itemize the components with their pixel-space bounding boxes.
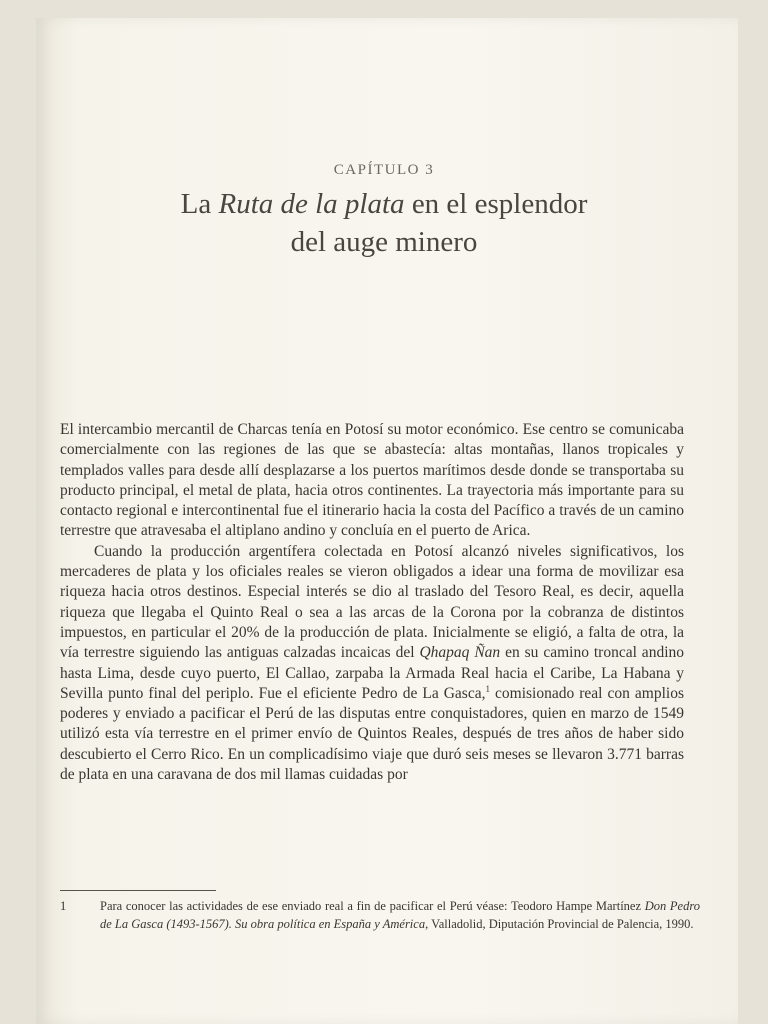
chapter-title-line-1 [0, 185, 768, 223]
chapter-label: CAPÍTULO 3 [333, 162, 435, 178]
footnote-reference: 1 [485, 683, 490, 694]
body-text [60, 420, 684, 785]
chapter-title-line-2: del auge minero [290, 226, 478, 258]
chapter-title-post: en el esplendor [404, 188, 588, 220]
paragraph-2-part-a: Cuando la producción argentífera colectada en Potosí alcanzó niveles significativos, los mercaderes de plata y los oficiales reales se vieron obligados a idear una forma de movilizar esa riqueza hacia otros destinos. Especial interés se dio al traslado del Tesoro Real, es decir, aquella riqueza que llegaba el Quinto Real o sea a las arcas de la Corona por la cobranza de distintos impuestos, en particular el 20% de la producción de plata. Inicialmente se eligió, a falta de otra, la vía terrestre siguiendo las antiguas calzadas incaicas del [60, 542, 684, 662]
footnote-text-b: , Valladolid, Diputación Provincial de Palencia, 1990. [425, 917, 694, 931]
footnote-text-a: Para conocer las actividades de ese enviado real a fin de pacificar el Perú véase: Teodoro Hampe Martínez [100, 899, 645, 913]
paragraph-2-part-b: en su camino troncal andino hasta Lima, desde cuyo puerto, El Callao, zarpaba la Armada Real hacia el Caribe, La Habana y Sevilla punto final del periplo. Fue el eficiente Pedro de La Gasca, [60, 644, 684, 702]
chapter-title-italic: Ruta de la plata [218, 188, 405, 220]
paragraph-2 [60, 542, 684, 786]
chapter-title [0, 185, 768, 261]
footnote-divider [60, 890, 216, 891]
footnote-book-title: Don Pedro de La Gasca (1493-1567). Su obra política en España y América [100, 899, 700, 931]
footnote-number: 1 [60, 899, 67, 913]
paragraph-2-part-c: comisionado real con amplios poderes y enviado a pacificar el Perú de las disputas entre conquistadores, quien en marzo de 1549 utilizó esta vía terrestre en el primer envío de Quintos Reales, después de tres años de haber sido descubierto el Cerro Rico. En un complicadísimo viaje que duró seis meses se llevaron 3.771 barras de plata en una caravana de dos mil llamas cuidadas por [60, 684, 685, 784]
qhapaq-nan-term: Qhapaq Ñan [419, 644, 501, 662]
paragraph-1: El intercambio mercantil de Charcas tenía en Potosí su motor económico. Ese centro se comunicaba comercialmente con las regiones de las que se abastecía: altas montañas, llanos tropicales y templados valles para desde allí desplazarse a los puertos marítimos desde donde se transportaba su producto principal, el metal de plata, hacia otros continentes. La trayectoria más importante para su contacto regional e intercontinental fue el itinerario hacia la costa del Pacífico a través de un camino terrestre que atravesaba el altiplano andino y concluía en el puerto de Arica. [60, 421, 684, 540]
chapter-title-pre: La [180, 188, 219, 220]
footnote-text [100, 897, 700, 933]
